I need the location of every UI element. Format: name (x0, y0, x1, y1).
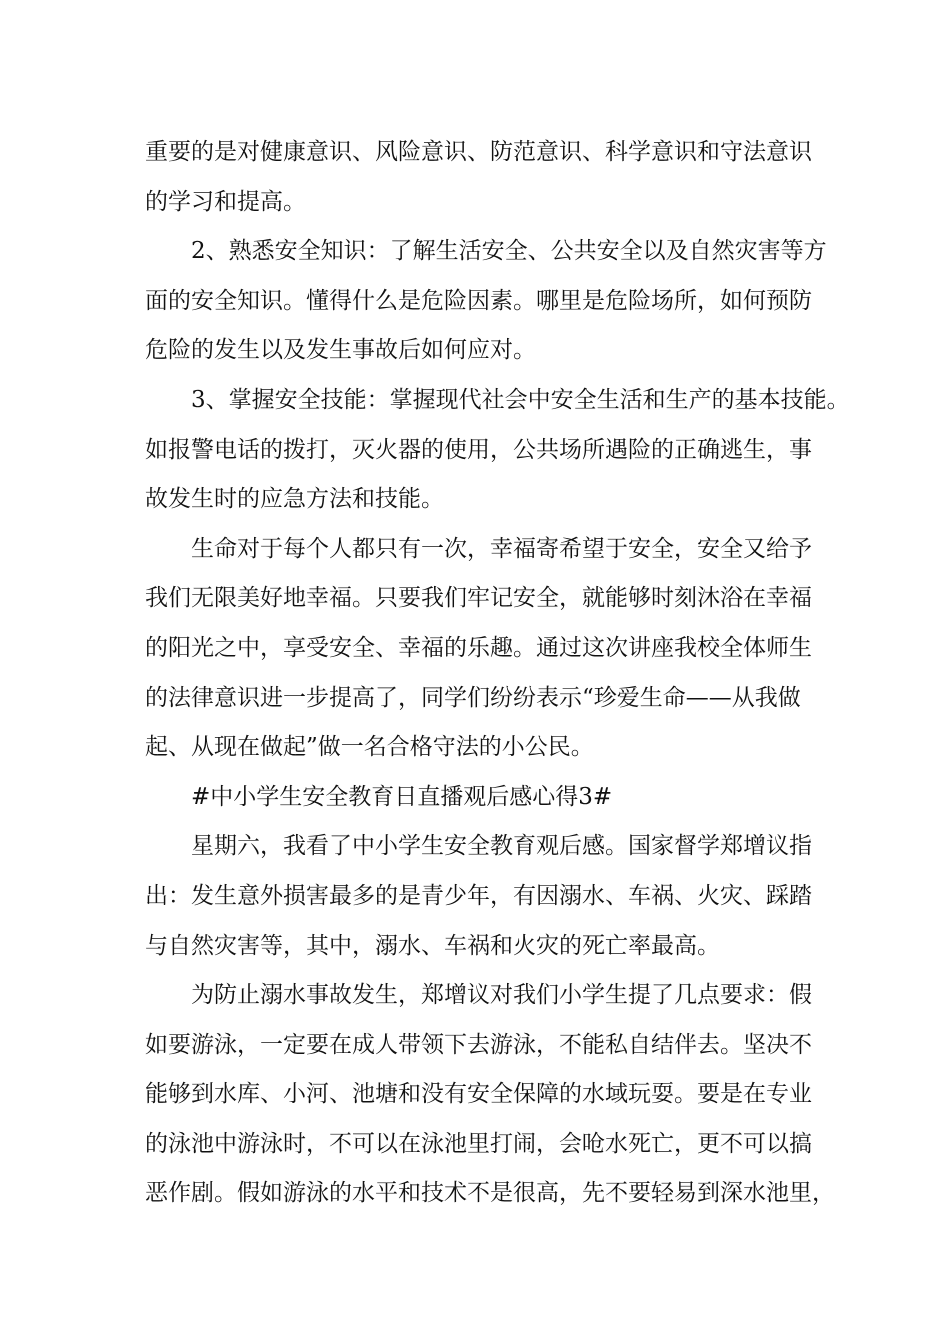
text-line: 的泳池中游泳时，不可以在泳池里打闹，会呛水死亡，更不可以搞 (145, 1130, 812, 1157)
paragraph-life-once (145, 525, 825, 773)
text-line: 起、从现在做起”做一名合格守法的小公民。 (145, 734, 594, 761)
text-line: 为防止溺水事故发生，郑增议对我们小学生提了几点要求：假 (191, 982, 812, 1009)
text-line: 的学习和提高。 (145, 188, 306, 215)
text-line: 与自然灾害等，其中，溺水、车祸和火灾的死亡率最高。 (145, 932, 720, 959)
text-line: 出：发生意外损害最多的是青少年，有因溺水、车祸、火灾、踩踏 (145, 882, 812, 909)
text-line: 的阳光之中，享受安全、幸福的乐趣。通过这次讲座我校全体师生 (145, 634, 812, 661)
text-line: 的法律意识进一步提高了，同学们纷纷表示“珍爱生命——从我做 (145, 684, 801, 711)
text-line: 面的安全知识。懂得什么是危险因素。哪里是危险场所，如何预防 (145, 287, 812, 314)
text-line: 3、掌握安全技能：掌握现代社会中安全生活和生产的基本技能。 (191, 386, 850, 413)
text-line: 如要游泳，一定要在成人带领下去游泳，不能私自结伴去。坚决不 (145, 1031, 812, 1058)
text-line: 如报警电话的拨打，灭火器的使用，公共场所遇险的正确逃生，事 (145, 436, 812, 463)
text-line: 我们无限美好地幸福。只要我们牢记安全，就能够时刻沐浴在幸福 (145, 585, 812, 612)
paragraph-awareness-end (145, 128, 825, 227)
section-heading (145, 773, 825, 823)
paragraph-safety-skills (145, 376, 850, 525)
text-line: 危险的发生以及发生事故后如何应对。 (145, 337, 536, 364)
text-line: 星期六，我看了中小学生安全教育观后感。国家督学郑增议指 (191, 833, 812, 860)
document-body (145, 128, 850, 1219)
text-line: 故发生时的应急方法和技能。 (145, 486, 444, 513)
paragraph-saturday (145, 822, 825, 971)
paragraph-drowning-prevention (145, 971, 835, 1219)
paragraph-safety-knowledge (145, 227, 825, 376)
heading-line: #中小学生安全教育日直播观后感心得3# (191, 783, 613, 810)
text-line: 能够到水库、小河、池塘和没有安全保障的水域玩耍。要是在专业 (145, 1081, 812, 1108)
text-line: 重要的是对健康意识、风险意识、防范意识、科学意识和守法意识 (145, 139, 812, 165)
text-line: 恶作剧。假如游泳的水平和技术不是很高，先不要轻易到深水池里， (145, 1180, 835, 1207)
text-line: 2、熟悉安全知识：了解生活安全、公共安全以及自然灾害等方 (191, 238, 827, 265)
text-line: 生命对于每个人都只有一次，幸福寄希望于安全，安全又给予 (191, 535, 812, 562)
